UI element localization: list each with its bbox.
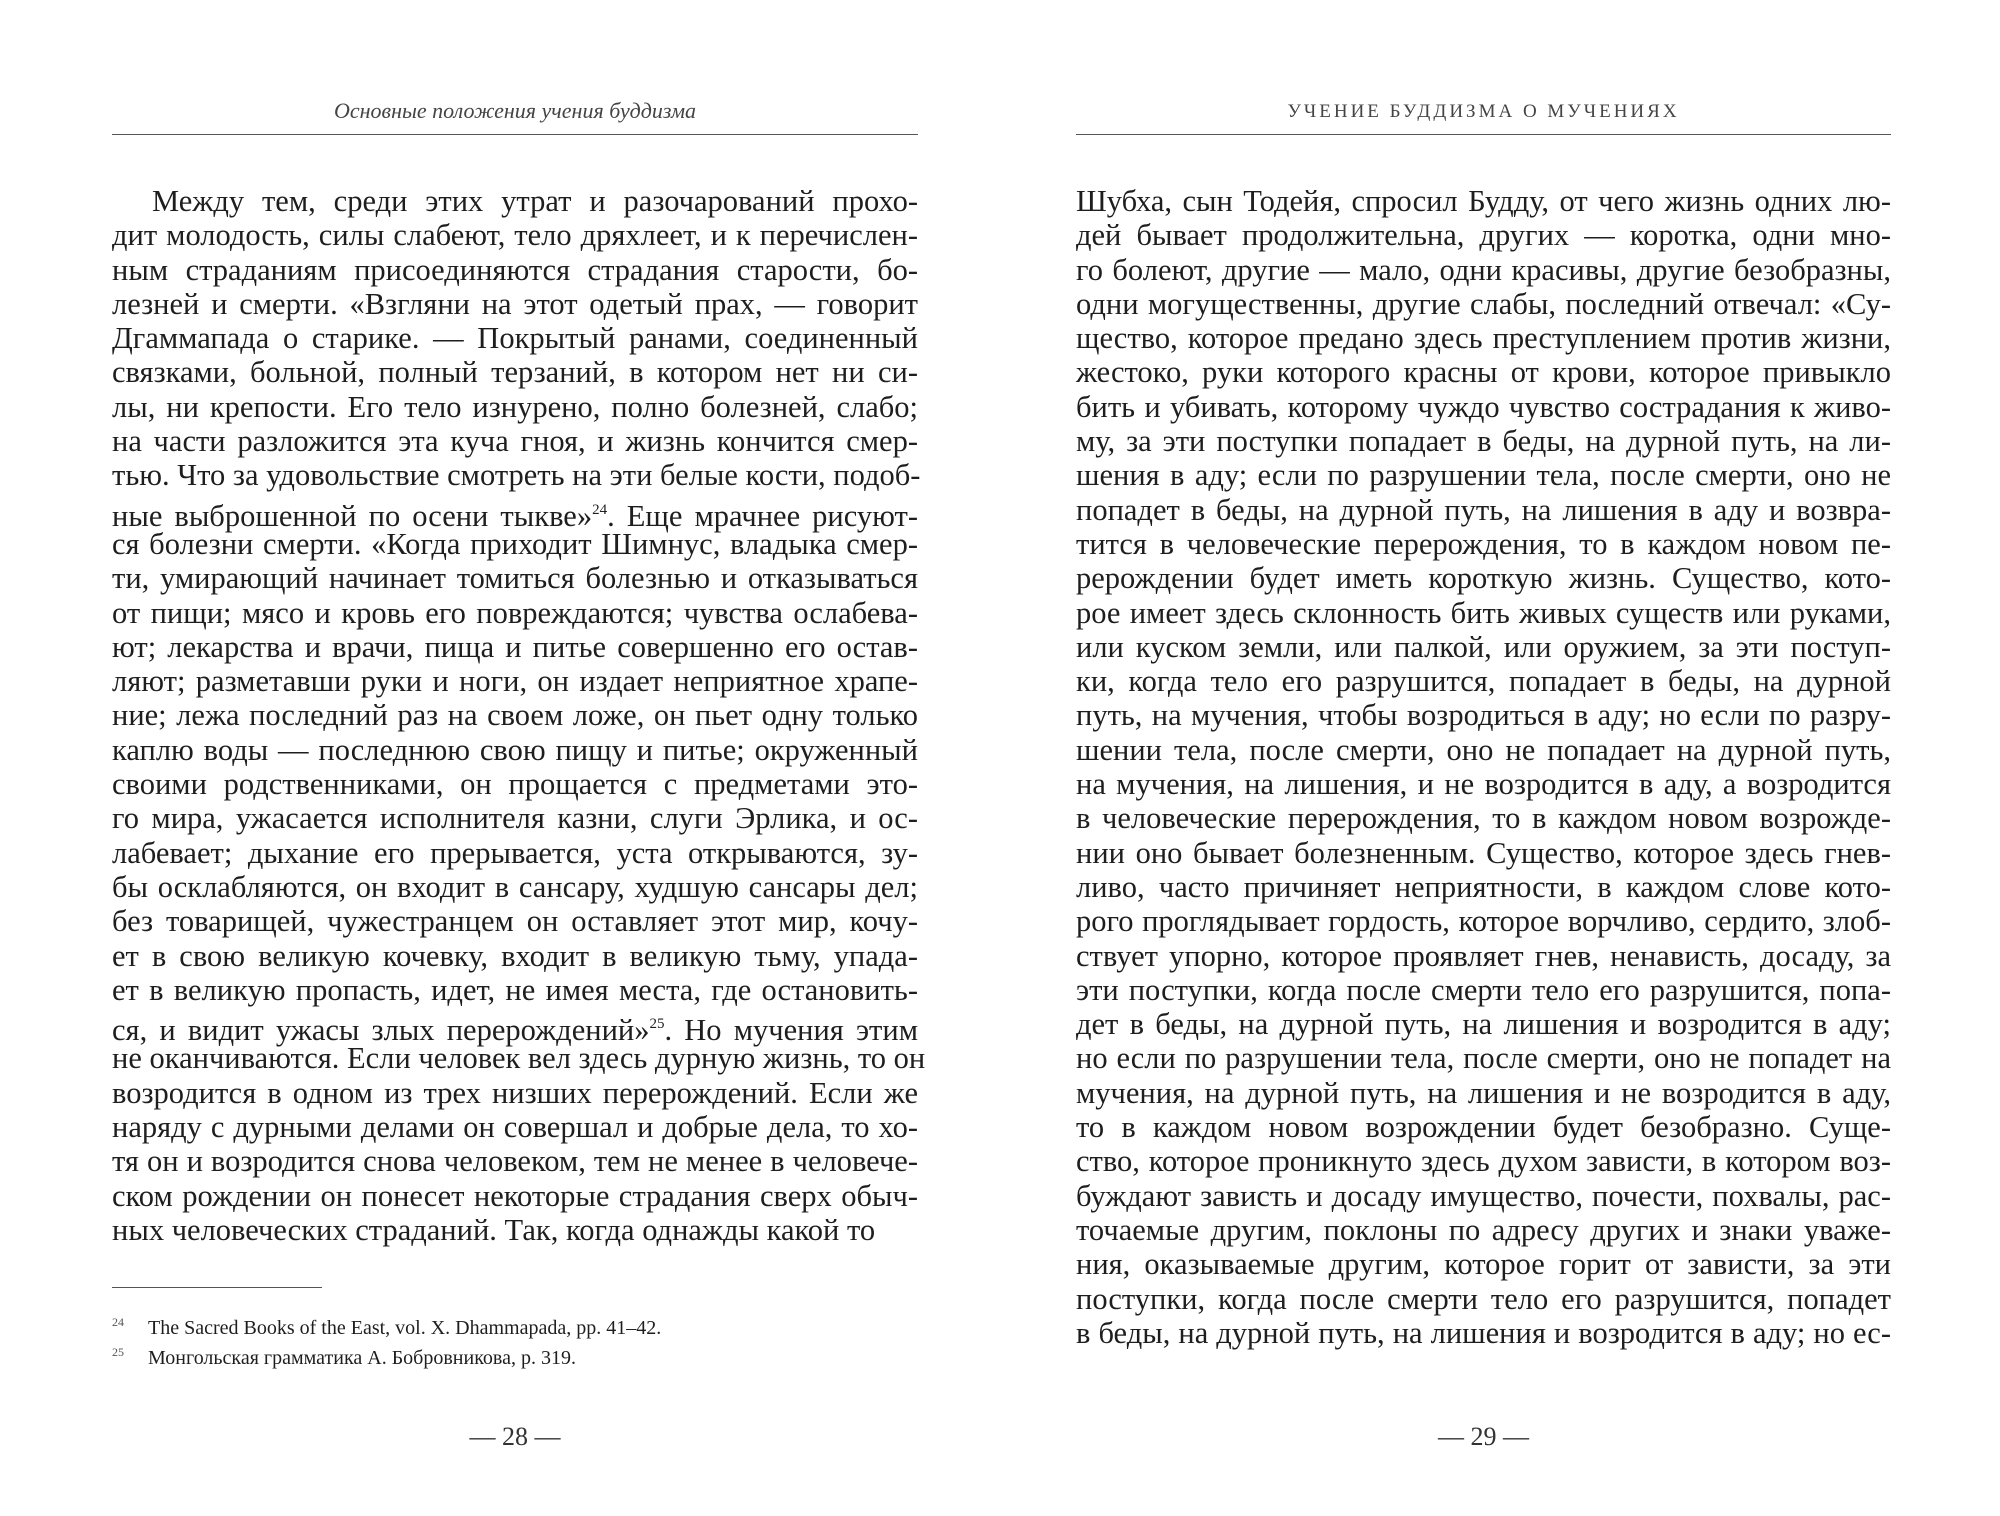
text-line: тью. Что за удовольствие смотреть на эти белые кости, подоб- <box>112 458 921 493</box>
text-line: лезней и смерти. «Взгляни на этот одетый прах, — говорит <box>112 286 918 321</box>
text-line: ние; лежа последний раз на своем ложе, он пьет одну только <box>112 698 918 733</box>
text-line: в беды, на дурной путь, на лишения и возродится в аду; но ес- <box>1076 1315 1891 1350</box>
text-line: буждают зависть и досаду имущество, почести, похвалы, рас- <box>1076 1178 1891 1213</box>
footnote-number: 24 <box>112 1315 124 1329</box>
text-line: попадет в беды, на дурной путь, на лишения в аду и возвра- <box>1076 492 1891 527</box>
text-segment: ся, и видит ужасы злых перерождений» <box>112 1013 650 1048</box>
text-line: щество, которое предано здесь преступлением против жизни, <box>1076 321 1891 356</box>
text-line: ствует упорно, которое проявляет гнев, ненависть, досаду, за <box>1076 938 1891 973</box>
left-body-text <box>112 184 926 1247</box>
text-line-with-footnote <box>112 1007 919 1048</box>
text-line: лы, ни крепости. Его тело изнурено, полно болезней, слабо; <box>112 389 918 424</box>
text-line: ство, которое проникнуто здесь духом зависти, в котором воз- <box>1076 1144 1891 1179</box>
text-line: своими родственниками, он прощается с предметами это- <box>112 767 918 802</box>
text-line: ки, когда тело его разрушится, попадает в беды, на дурной <box>1076 664 1891 699</box>
footnote <box>112 1343 918 1373</box>
footnote-number: 25 <box>112 1345 124 1359</box>
footnote-text: Монгольская грамматика А. Бобровникова, p. 319. <box>148 1347 576 1369</box>
text-line: рого проглядывает гордость, которое ворчливо, сердито, злоб- <box>1076 904 1891 939</box>
text-line: путь, на мучения, чтобы возродиться в аду; но если по разру- <box>1076 698 1891 733</box>
text-line: то в каждом новом возрождении будет безобразно. Суще- <box>1076 1110 1891 1145</box>
text-line: точаемые другим, поклоны по адресу других и знаки уваже- <box>1076 1212 1891 1247</box>
text-line: без товарищей, чужестранцем он оставляет этот мир, кочу- <box>112 904 918 939</box>
text-line: но если по разрушении тела, после смерти, оно не попадет на <box>1076 1041 1891 1076</box>
text-line: ливо, часто причиняет неприятности, в каждом слове кото- <box>1076 869 1891 904</box>
footnote-ref-24: 24 <box>592 501 608 518</box>
text-line: тя он и возродится снова человеком, тем не менее в человече- <box>112 1144 918 1179</box>
text-line: ляют; разметавши руки и ноги, он издает неприятное храпе- <box>112 664 918 699</box>
text-line: эти поступки, когда после смерти тело его разрушится, попа- <box>1076 972 1891 1007</box>
text-line: возродится в одном из трех низших перерождений. Если же <box>112 1075 918 1110</box>
text-line: ет в великую пропасть, идет, не имея места, где остановить- <box>112 972 918 1007</box>
text-line: ти, умирающий начинает томиться болезнью и отказываться <box>112 561 918 596</box>
footnotes <box>112 1313 918 1373</box>
text-segment: . Еще мрачнее рисуют- <box>607 498 918 533</box>
footnote <box>112 1313 918 1343</box>
text-line: шении тела, после смерти, оно не попадает на дурной путь, <box>1076 732 1891 767</box>
text-line: мучения, на дурной путь, на лишения и не возродится в аду, <box>1076 1075 1891 1110</box>
footnote-ref-25: 25 <box>649 1016 665 1033</box>
left-head-rule <box>112 134 918 135</box>
right-head-rule <box>1076 134 1891 135</box>
text-line: Между тем, среди этих утрат и разочарований прохо- <box>152 184 918 218</box>
right-page <box>1076 0 1891 1516</box>
text-line: Шубха, сын Тодейя, спросил Будду, от чего жизнь одних лю- <box>1076 184 1891 218</box>
text-line: ют; лекарства и врачи, пища и питье совершенно его остав- <box>112 629 918 664</box>
text-line: или куском земли, или палкой, или оружием, за эти поступ- <box>1076 629 1891 664</box>
text-line: бить и убивать, которому чуждо чувство сострадания к живо- <box>1076 389 1891 424</box>
text-line: ет в свою великую кочевку, входит в великую тьму, упада- <box>112 938 918 973</box>
text-line: поступки, когда после смерти тело его разрушится, попадет <box>1076 1281 1891 1316</box>
text-line: дит молодость, силы слабеют, тело дряхлеет, и к перечислен- <box>112 218 918 253</box>
text-line: ных человеческих страданий. Так, когда однажды какой то <box>112 1212 876 1247</box>
text-line: рерождении будет иметь короткую жизнь. Существо, кото- <box>1076 561 1891 596</box>
left-page-number: — 28 — <box>469 1422 561 1451</box>
text-line: наряду с дурными делами он совершал и добрые дела, то хо- <box>112 1110 918 1145</box>
left-page <box>112 0 926 1516</box>
right-running-head: УЧЕНИЕ БУДДИЗМА О МУЧЕНИЯХ <box>1287 101 1680 122</box>
footnote-rule <box>112 1287 322 1288</box>
text-line: не оканчиваются. Если человек вел здесь дурную жизнь, то он <box>112 1041 926 1076</box>
text-line-with-footnote <box>112 493 918 533</box>
text-line: на части разложится эта куча гноя, и жизнь кончится смер- <box>112 424 918 459</box>
text-line: го мира, ужасается исполнителя казни, слуги Эрлика, и ос- <box>112 801 918 836</box>
text-line: ся болезни смерти. «Когда приходит Шимнус, владыка смер- <box>112 526 918 561</box>
text-line: го болеют, другие — мало, одни красивы, другие безобразны, <box>1076 252 1891 287</box>
left-running-head: Основные положения учения буддизма <box>333 98 696 123</box>
text-line: лабевает; дыхание его прерывается, уста открываются, зу- <box>112 835 918 870</box>
text-line: дей бывает продолжительна, других — коротка, одни мно- <box>1076 218 1891 253</box>
text-line: тится в человеческие перерождения, то в каждом новом пе- <box>1076 526 1891 561</box>
text-line: нии оно бывает болезненным. Существо, которое здесь гнев- <box>1076 835 1891 870</box>
text-line: дет в беды, на дурной путь, на лишения и возродится в аду; <box>1076 1007 1891 1042</box>
right-page-number: — 29 — <box>1438 1422 1529 1451</box>
text-line: рое имеет здесь склонность бить живых существ или руками, <box>1076 595 1891 630</box>
text-segment: . Но мучения этим <box>664 1013 919 1048</box>
text-line: связками, больной, полный терзаний, в котором нет ни си- <box>112 355 918 390</box>
text-line: ным страданиям присоединяются страдания старости, бо- <box>112 252 918 287</box>
text-line: в человеческие перерождения, то в каждом новом возрожде- <box>1076 801 1891 836</box>
text-line: одни могущественны, другие слабы, последний отвечал: «Су- <box>1076 286 1891 321</box>
text-segment: ные выброшенной по осени тыкве» <box>112 498 593 533</box>
text-line: бы осклабляются, он входит в сансару, худшую сансары дел; <box>112 869 918 904</box>
text-line: Дгаммапада о старике. — Покрытый ранами, соединенный <box>112 321 918 356</box>
text-line: ском рождении он понесет некоторые страдания сверх обыч- <box>112 1178 918 1213</box>
right-body-text <box>1076 184 1891 1350</box>
text-line: шения в аду; если по разрушении тела, после смерти, оно не <box>1076 458 1891 493</box>
text-line: му, за эти поступки попадает в беды, на дурной путь, на ли- <box>1076 424 1891 459</box>
footnote-text: The Sacred Books of the East, vol. X. Dhammapada, pp. 41–42. <box>148 1317 662 1339</box>
text-line: от пищи; мясо и кровь его повреждаются; чувства ослабева- <box>112 595 918 630</box>
text-line: ния, оказываемые другим, которое горит от зависти, за эти <box>1076 1247 1891 1282</box>
text-line: жестоко, руки которого красны от крови, которое привыкло <box>1076 355 1891 390</box>
text-line: каплю воды — последнюю свою пищу и питье; окруженный <box>112 732 918 767</box>
text-line: на мучения, на лишения, и не возродится в аду, а возродится <box>1076 767 1891 802</box>
